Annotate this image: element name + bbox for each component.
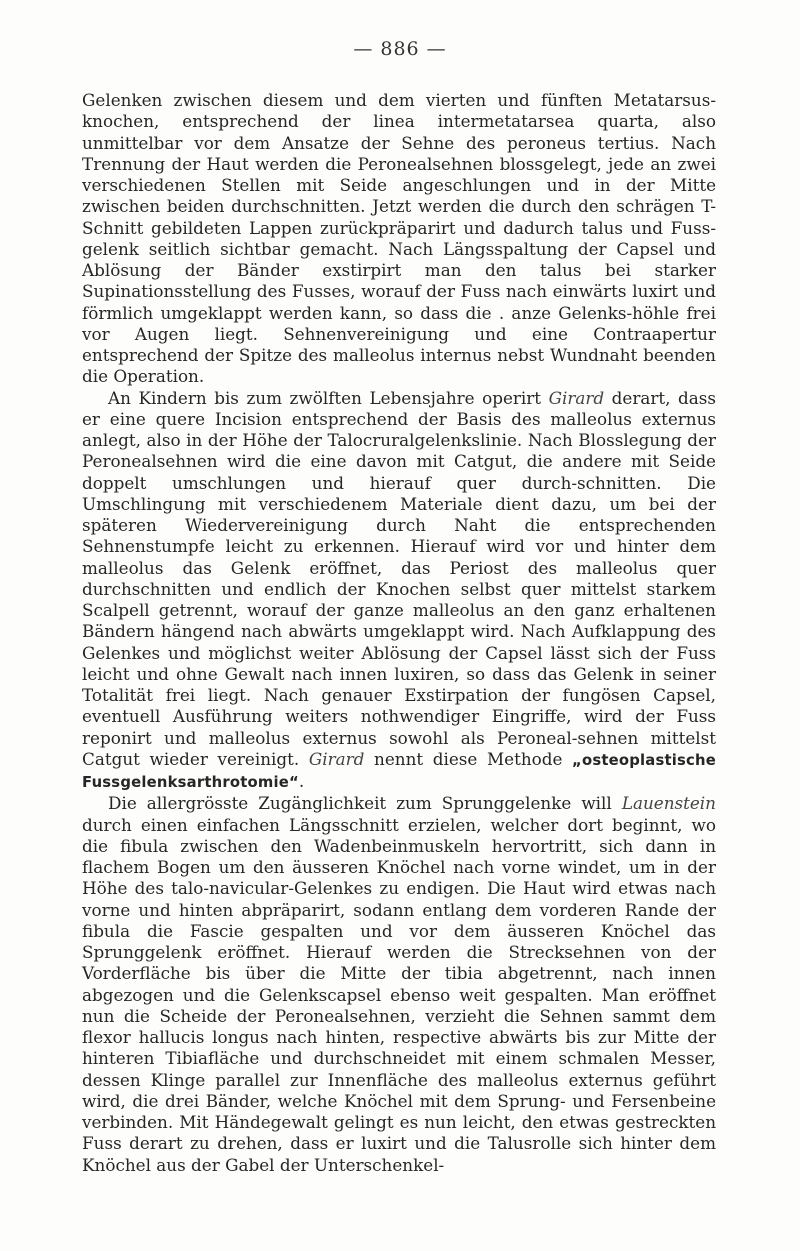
page-number: — 886 — xyxy=(353,38,447,60)
paragraph-1 xyxy=(82,90,716,388)
paragraph-text: derart, dass er eine quere Incision entsprechend der Basis des malleolus externus anlegt, also in der Höhe der Talocruralgelenkslinie. Nach Blosslegung der Peronealsehnen wird die eine davon mit Catgut, die andere mit Seide doppelt umschlungen und hierauf quer durch-schnitten. Die Umschlingung mit verschiedenem Materiale dient dazu, um bei der späteren Wiedervereinigung durch Naht die entsprechenden Sehnenstumpfe leicht zu erkennen. Hierauf wird vor und hinter dem malleolus das Gelenk eröffnet, das Periost des malleolus quer durchschnitten und endlich der Knochen selbst quer mittelst starkem Scalpell getrennt, worauf der ganze malleolus an den ganz erhaltenen Bändern hängend nach abwärts umgeklappt wird. Nach Aufklappung des Gelenkes und möglichst weiter Ablösung der Capsel lässt sich der Fuss leicht und ohne Gewalt nach innen luxiren, so dass das Gelenk in seiner Totalität frei liegt. Nach genauer Exstirpation der fungösen Capsel, eventuell Ausführung weiters nothwendiger Eingriffe, wird der Fuss reponirt und malleolus externus sowohl als Peroneal-sehnen mittelst Catgut wieder vereinigt. xyxy=(82,387,716,769)
paragraph-text: An Kindern bis zum zwölften Lebensjahre operirt xyxy=(108,387,549,408)
author-name-girard: Girard xyxy=(308,748,365,769)
paragraph-2 xyxy=(82,388,716,794)
paragraph-text: Die allergrösste Zugänglichkeit zum Sprunggelenke will xyxy=(108,793,622,814)
paragraph-3 xyxy=(82,793,716,1176)
paragraph-text: durch einen einfachen Längsschnitt erzielen, welcher dort beginnt, wo die fibula zwischen den Wadenbeinmuskeln hervortritt, sich dann in flachem Bogen um den äusseren Knöchel nach vorne windet, um in der Höhe des talo-navicular-Gelenkes zu endigen. Die Haut wird etwas nach vorne und hinten abpräparirt, sodann entlang dem vorderen Rande der fibula die Fascie gespalten und vor dem äusseren Knöchel das Sprunggelenk eröffnet. Hierauf werden die Strecksehnen von der Vorderfläche bis über die Mitte der tibia abgetrennt, nach innen abgezogen und die Gelenkscapsel ebenso weit gespalten. Man eröffnet nun die Scheide der Peronealsehnen, verzieht die Sehnen sammt dem flexor hallucis longus nach hinten, respective abwärts bis zur Mitte der hinteren Tibiafläche und durchschneidet mit einem schmalen Messer, dessen Klinge parallel zur Innenfläche des malleolus externus geführt wird, die drei Bänder, welche Knöchel mit dem Sprung- und Fersenbeine verbinden. Mit Händegewalt gelingt es nun leicht, den etwas gestreckten Fuss derart zu drehen, dass er luxirt und die Talusrolle sich hinter dem Knöchel aus der Gabel der Unterschenkel- xyxy=(82,814,716,1175)
author-name-girard: Girard xyxy=(548,387,605,408)
body-text xyxy=(82,90,716,1176)
paragraph-text: . xyxy=(298,771,305,791)
method-name: „osteoplastische Fussgelenksarthrotomie“ xyxy=(82,751,716,791)
author-name-lauenstein: Lauenstein xyxy=(621,793,716,814)
paragraph-text: nennt diese Methode xyxy=(364,748,573,769)
paragraph-text: Gelenken zwischen diesem und dem vierten und fünften Metatarsus-knochen, entsprechend der linea intermetatarsea quarta, also unmittelbar vor dem Ansatze der Sehne des peroneus tertius. Nach Trennung der Haut werden die Peronealsehnen blossgelegt, jede an zwei verschiedenen Stellen mit Seide angeschlungen und in der Mitte zwischen beiden durchschnitten. Jetzt werden die durch den schrägen T-Schnitt gebildeten Lappen zurückpräparirt und dadurch talus und Fuss-gelenk seitlich sichtbar gemacht. Nach Längsspaltung der Capsel und Ablösung der Bänder exstirpirt man den talus bei starker Supinationsstellung des Fusses, worauf der Fuss nach einwärts luxirt und förmlich umgeklappt werden kann, so dass die . anze Gelenks-höhle frei vor Augen liegt. Sehnenvereinigung und eine Contraapertur entsprechend der Spitze des malleolus internus nebst Wundnaht beenden die Operation. xyxy=(82,90,716,387)
